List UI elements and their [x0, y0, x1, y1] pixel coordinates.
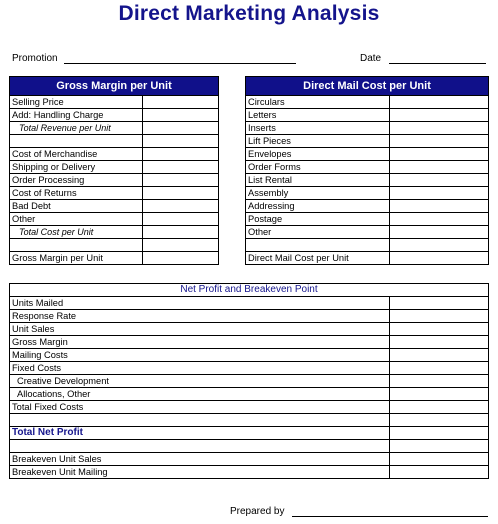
- value-cell[interactable]: [390, 336, 489, 349]
- row-label: Cost of Merchandise: [10, 148, 143, 161]
- table-row: [10, 362, 489, 375]
- table-row: [10, 323, 489, 336]
- value-cell[interactable]: [390, 349, 489, 362]
- row-label: Selling Price: [10, 96, 143, 109]
- table-row: [10, 174, 219, 187]
- table-row: [246, 226, 489, 239]
- row-label: Fixed Costs: [10, 362, 390, 375]
- net-profit-heading: Net Profit and Breakeven Point: [10, 284, 489, 297]
- row-label: Total Net Profit: [10, 426, 390, 439]
- row-label: Order Processing: [10, 174, 143, 187]
- row-label: Lift Pieces: [246, 135, 390, 148]
- table-row: [10, 187, 219, 200]
- table-row: [246, 200, 489, 213]
- row-label: Assembly: [246, 187, 390, 200]
- date-field[interactable]: [389, 63, 486, 64]
- value-cell[interactable]: [390, 226, 489, 239]
- value-cell[interactable]: [390, 323, 489, 336]
- row-label: Total Revenue per Unit: [10, 122, 143, 135]
- value-cell[interactable]: [143, 226, 219, 239]
- value-cell[interactable]: [143, 122, 219, 135]
- row-label: Units Mailed: [10, 297, 390, 310]
- page-title: Direct Marketing Analysis: [118, 2, 380, 25]
- row-label: List Rental: [246, 174, 390, 187]
- value-cell[interactable]: [143, 148, 219, 161]
- table-row: [246, 122, 489, 135]
- table-row: [246, 96, 489, 109]
- value-cell[interactable]: [390, 135, 489, 148]
- row-label: Gross Margin: [10, 336, 390, 349]
- value-cell[interactable]: [390, 252, 489, 265]
- value-cell[interactable]: [390, 439, 489, 452]
- table-row: [10, 239, 219, 252]
- value-cell[interactable]: [390, 401, 489, 414]
- date-label: Date: [360, 53, 382, 64]
- table-row: [10, 226, 219, 239]
- gross-margin-heading: Gross Margin per Unit: [10, 77, 219, 96]
- value-cell[interactable]: [143, 161, 219, 174]
- table-row: [10, 310, 489, 323]
- row-label: Other: [10, 213, 143, 226]
- value-cell[interactable]: [143, 96, 219, 109]
- table-row: [10, 148, 219, 161]
- value-cell[interactable]: [390, 375, 489, 388]
- table-row: [10, 297, 489, 310]
- value-cell[interactable]: [390, 122, 489, 135]
- promotion-label: Promotion: [12, 53, 58, 64]
- table-row: [10, 349, 489, 362]
- value-cell[interactable]: [143, 239, 219, 252]
- value-cell[interactable]: [390, 414, 489, 427]
- table-row: [10, 161, 219, 174]
- row-label: Letters: [246, 109, 390, 122]
- value-cell[interactable]: [390, 200, 489, 213]
- value-cell[interactable]: [390, 187, 489, 200]
- row-label: [10, 135, 143, 148]
- direct-mail-heading: Direct Mail Cost per Unit: [246, 77, 489, 96]
- value-cell[interactable]: [390, 426, 489, 439]
- row-label: Creative Development: [10, 375, 390, 388]
- value-cell[interactable]: [390, 388, 489, 401]
- table-row: [246, 161, 489, 174]
- net-profit-table: [9, 283, 489, 479]
- row-label: [10, 239, 143, 252]
- value-cell[interactable]: [390, 148, 489, 161]
- value-cell[interactable]: [143, 174, 219, 187]
- row-label: Breakeven Unit Mailing: [10, 465, 390, 478]
- row-label: Order Forms: [246, 161, 390, 174]
- table-row: [10, 426, 489, 439]
- row-label: Add: Handling Charge: [10, 109, 143, 122]
- table-row: [10, 465, 489, 478]
- row-label: [246, 239, 390, 252]
- table-row: [246, 187, 489, 200]
- prepared-by-label: Prepared by: [230, 506, 285, 517]
- table-row: [10, 375, 489, 388]
- table-row: [10, 200, 219, 213]
- row-label: Postage: [246, 213, 390, 226]
- table-row: [246, 239, 489, 252]
- value-cell[interactable]: [143, 200, 219, 213]
- table-row: [10, 109, 219, 122]
- value-cell[interactable]: [390, 213, 489, 226]
- prepared-by-field[interactable]: [292, 516, 488, 517]
- row-label: Unit Sales: [10, 323, 390, 336]
- table-row: [246, 252, 489, 265]
- row-label: Total Fixed Costs: [10, 401, 390, 414]
- row-label: Gross Margin per Unit: [10, 252, 143, 265]
- table-row: [10, 414, 489, 427]
- table-row: [10, 252, 219, 265]
- table-row: [10, 213, 219, 226]
- row-label: Direct Mail Cost per Unit: [246, 252, 390, 265]
- value-cell[interactable]: [143, 109, 219, 122]
- table-row: [246, 135, 489, 148]
- row-label: Allocations, Other: [10, 388, 390, 401]
- value-cell[interactable]: [390, 239, 489, 252]
- direct-mail-table: [245, 76, 489, 265]
- value-cell[interactable]: [143, 252, 219, 265]
- row-label: Envelopes: [246, 148, 390, 161]
- table-row: [10, 439, 489, 452]
- table-row: [10, 388, 489, 401]
- value-cell[interactable]: [390, 452, 489, 465]
- row-label: Addressing: [246, 200, 390, 213]
- row-label: Inserts: [246, 122, 390, 135]
- row-label: Mailing Costs: [10, 349, 390, 362]
- value-cell[interactable]: [143, 213, 219, 226]
- value-cell[interactable]: [390, 297, 489, 310]
- value-cell[interactable]: [143, 187, 219, 200]
- table-row: [10, 401, 489, 414]
- row-label: Total Cost per Unit: [10, 226, 143, 239]
- table-row: [246, 148, 489, 161]
- table-row: [246, 109, 489, 122]
- row-label: Breakeven Unit Sales: [10, 452, 390, 465]
- table-row: [246, 213, 489, 226]
- table-row: [10, 135, 219, 148]
- value-cell[interactable]: [390, 310, 489, 323]
- table-row: [10, 336, 489, 349]
- row-label: Circulars: [246, 96, 390, 109]
- promotion-field[interactable]: [64, 63, 296, 64]
- table-row: [246, 174, 489, 187]
- table-row: [10, 122, 219, 135]
- row-label: [10, 414, 390, 427]
- value-cell[interactable]: [390, 465, 489, 478]
- row-label: Shipping or Delivery: [10, 161, 143, 174]
- table-row: [10, 96, 219, 109]
- value-cell[interactable]: [143, 135, 219, 148]
- value-cell[interactable]: [390, 362, 489, 375]
- row-label: [10, 439, 390, 452]
- row-label: Response Rate: [10, 310, 390, 323]
- row-label: Other: [246, 226, 390, 239]
- value-cell[interactable]: [390, 109, 489, 122]
- value-cell[interactable]: [390, 96, 489, 109]
- gross-margin-table: [9, 76, 219, 265]
- row-label: Bad Debt: [10, 200, 143, 213]
- table-row: [10, 452, 489, 465]
- value-cell[interactable]: [390, 161, 489, 174]
- value-cell[interactable]: [390, 174, 489, 187]
- row-label: Cost of Returns: [10, 187, 143, 200]
